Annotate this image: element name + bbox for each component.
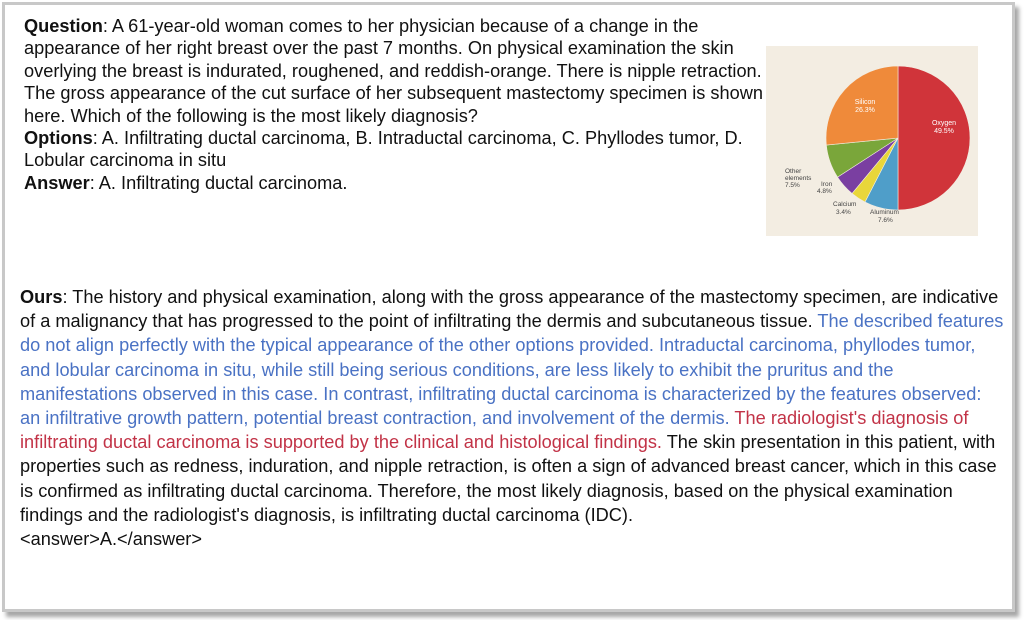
oxygen-value: 49.5%: [934, 128, 954, 135]
question-paragraph: [24, 15, 764, 127]
ours-intro: : The history and physical examination, along with the gross appearance of the mastectomy specimen, are indicative of a malignancy that has progressed to the point of infiltrating the dermis and subcutaneous tissue.: [20, 287, 999, 332]
ours-label: Ours: [20, 287, 63, 307]
ours-answer-tag: <answer>A.</answer>: [20, 529, 202, 550]
answer-label: Answer: [24, 172, 90, 193]
options-label: Options: [24, 128, 93, 149]
pie-chart-image: [766, 46, 978, 236]
other-label-2: elements: [785, 175, 812, 182]
pie-chart: [766, 46, 978, 236]
calcium-value: 3.4%: [836, 209, 851, 216]
ours-blue-text: The described features do not align perfectly with the typical appearance of the other options provided. Intraductal carcinoma, phyllodes tumor, and lobular carcinoma in situ, while still being serious conditions, are less likely to exhibit the pruritus and the manifestations observed in this case. In contrast, infiltrating ductal carcinoma is characterized by the features observed: an infiltrative growth pattern, potential breast contraction, and involvement of the dermis.: [20, 311, 1004, 429]
ours-rest: The skin presentation in this patient, with properties such as redness, induration, and nipple retraction, is often a sign of advanced breast cancer, which in this case is confirmed as infiltrating ductal carcinoma. Therefore, the most likely diagnosis, based on the physical examination findings and the radiologist's diagnosis, is infiltrating ductal carcinoma (IDC).: [20, 432, 997, 525]
options-text: : A. Infiltrating ductal carcinoma, B. Intraductal carcinoma, C. Phyllodes tumor, D. Lobular carcinoma in situ: [24, 128, 743, 171]
aluminum-label: Aluminum: [870, 209, 899, 216]
question-label: Question: [24, 16, 103, 36]
ours-red-text: The radiologist's diagnosis of infiltrating ductal carcinoma is supported by the clinical and histological findings.: [20, 408, 969, 453]
question-block: [24, 15, 764, 194]
options-paragraph: [24, 127, 764, 172]
ours-block: [20, 285, 1005, 551]
other-label-1: Other: [785, 168, 802, 175]
answer-paragraph: [24, 172, 764, 194]
iron-value: 4.8%: [817, 188, 832, 195]
ours-paragraph: [20, 285, 1005, 527]
silicon-value: 26.3%: [855, 107, 875, 114]
question-text: : A 61-year-old woman comes to her physician because of a change in the appearance of her right breast over the past 7 months. On physical examination the skin overlying the breast is indurated, roughened, and reddish-orange. There is nipple retraction. The gross appearance of the cut surface of her subsequent mastectomy specimen is shown here. Which of the following is the most likely diagnosis?: [24, 16, 764, 126]
aluminum-value: 7.6%: [878, 217, 893, 224]
pie-slice-oxygen: [898, 66, 970, 210]
silicon-label: Silicon: [854, 99, 876, 106]
oxygen-label: Oxygen: [931, 120, 957, 127]
other-value: 7.5%: [785, 182, 800, 189]
answer-text: : A. Infiltrating ductal carcinoma.: [89, 172, 348, 193]
iron-label: Iron: [821, 181, 833, 188]
calcium-label: Calcium: [833, 201, 857, 208]
pie-slices: [826, 66, 970, 210]
